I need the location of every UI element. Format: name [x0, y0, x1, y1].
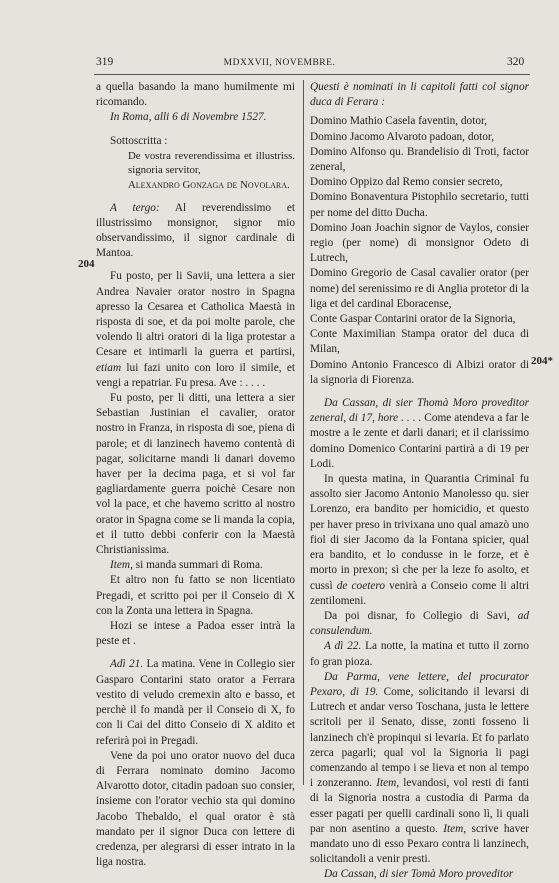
paragraph: Fu posto, per li Savii, una lettera a sier Andrea Navaier orator nostro in Spagna apresso la Cesarea et Catholica Maestà in risposta di soe, et da poi molte parole, che volendo li altri oratori di la liga protestar a Cesare et intimarli la guerra et partirsi, etiam lui fazi unito con loro il simile, et vengi a repatriar. Fu presa. Ave : . . . . [96, 270, 295, 389]
paragraph: Da poi disnar, fo Collegio di Savi, ad consulendum. [310, 609, 529, 638]
right-column [310, 80, 529, 883]
paragraph: Hozi se intese a Padoa esser intrà la peste et . [96, 620, 295, 648]
list-item: Domino Alfonso qu. Brandelisio di Troti, factor zeneral, [310, 145, 529, 174]
paragraph: Vene da poi uno orator nuovo del duca di Ferrara nominato domino Jacomo Alvarotto dotor, citadin padoan suo consier, insieme con l'orator vechio sta qui domino Jacobo Thebaldo, el qual orator è stà mandato per il signor Duca con lettere di credenza, per alegrarsi di esser intrato in la liga nostra. [96, 749, 295, 869]
header-rule [94, 74, 530, 75]
paragraph: Fu posto, per li ditti, una lettera a sier Sebastian Justinian el cavalier, orator nostro in Franza, in risposta di soe, piena di parole; et di lanzinech havemo contentà di pagar, solicitarne mandi li danari dovemo haver per la decima paga, et si vol far gagliardamente guerra poichè Cesare non vol la pace, et che havemo scritto al nostro orator in Spagna come se li manda la copia, et il tutto debbi conferir con la Maestà Christianissima. [96, 392, 295, 557]
paragraph: a quella basando la mano humilmente mi ricomando. [96, 81, 295, 109]
right-page-number: 320 [507, 56, 525, 68]
paragraph: Da Parma, vene lettere, del procurator Pexaro, di 19. Come, solicitando il levarsi di Lutrech et andar verso Toschana, justa le lettere scritoli per il Senato, disse, zonti fosseno li lanzinech ch'è propinqui si levaria. Et fo parlato zerca pagarli; qual vol la Signoria li pagi comenzando al tempo i se lieva et non al tempo i zonzeranno. Item, levandosi, vol resti di fanti di la Signoria nostra a custodia di Parma da esser pagati per quelli cardinali sono lì, li quali par non asentino a questo. Item, scrive haver mandato uno di esso Pexaro contra li lanzinech, solicitandoli a venir presti. [310, 670, 529, 866]
margin-note-right: 204* [531, 355, 553, 367]
tergo-label: A tergo: [110, 201, 160, 214]
list-item: Domino Oppizo dal Remo consier secreto, [310, 176, 503, 189]
signature-name: Alexandro Gonzaga de Novolara. [128, 179, 290, 191]
paragraph: Da Cassan, di sier Tomà Moro proveditor [324, 868, 514, 881]
margin-note-left: 204 [78, 258, 95, 270]
list-item: Domino Joan Joachin signor de Vaylos, consier regio (per nome) di monsignor Odeto di Lutrech, [310, 221, 529, 265]
left-page-number: 319 [96, 56, 114, 68]
list-item: Domino Mathio Casela faventin, dotor, [310, 115, 488, 128]
list-item: Domino Jacomo Alvaroto padoan, dotor, [310, 130, 495, 143]
list-item: Domino Gregorio de Casal cavalier orator (per nome) del serenissimo re di Anglia protetor di la liga et del cardinal Eboracense, [310, 267, 529, 310]
signature-label: Sottoscritta : [110, 134, 168, 147]
names-list [310, 114, 529, 388]
list-item: Domino Bonaventura Pistophilo secretario, tutti per nome del ditto Ducha. [310, 191, 529, 219]
list-item: Conte Maximilian Stampa orator del duca di Milan, [310, 328, 529, 356]
list-item: Domino Antonio Francesco di Albizi orator di la signoria di Fiorenza. [310, 358, 529, 386]
paragraph: A dì 22. La notte, la matina et tutto il zorno fo gran pioza. [310, 640, 529, 668]
list-item: Conte Gaspar Contarini orator de la Signoria, [310, 313, 516, 326]
address-paragraph: A tergo: Al reverendissimo et illustrissimo monsignor, signor mio observandissimo, il signor cardinale di Mantoa. [96, 201, 295, 260]
paragraph: Da Cassan, di sier Thomà Moro proveditor zeneral, di 17, hore . . . . Come atendeva a far le mostre a le zente et darli danari; et il clarissimo domino Domenico Contarini partirà a di 19 per Lodi. [310, 397, 530, 470]
paragraph: Adì 21. La matina. Vene in Collegio sier Gasparo Contarini stato orator a Ferrara vestito di veludo cremexin alto e basso, et perchè il fo mandà per il Conseio di X, fo con li Cai del ditto Conseio di X aldito et referirà poi in Pregadi. [96, 658, 295, 747]
column-divider [303, 80, 304, 785]
letter-date: In Roma, alli 6 di Novembre 1527. [110, 111, 267, 124]
paragraph: In questa matina, in Quarantia Criminal fu assolto sier Jacomo Antonio Manolesso qu. sier Lorenzo, era bandito per homicidio, et questo per haver preso in trivixana uno qual amazò uno fiol di sier Jacomo da la Fontana spicier, qual era bandito, et lo condusse in le forze, et è morto in prexon; sì che per la leze fo asolto, et cussì de coetero venirà a Conseio come li altri zentilomeni. [310, 473, 529, 607]
signature-line: De vostra reverendissima et illustriss. signoria servitor, [128, 149, 295, 177]
section-heading: Questi è nominati in li capitoli fatti col signor duca di Ferara : [310, 81, 529, 109]
paragraph: Item, si manda summari di Roma. [110, 559, 263, 572]
paragraph: Et altro non fu fatto se non licentiato Pregadi, et scritto poi per il Conseio di X con la Zonta una lettera in Spagna. [96, 574, 295, 617]
running-header: MDXXVII, NOVEMBRE. [223, 58, 336, 68]
left-column [96, 80, 295, 870]
